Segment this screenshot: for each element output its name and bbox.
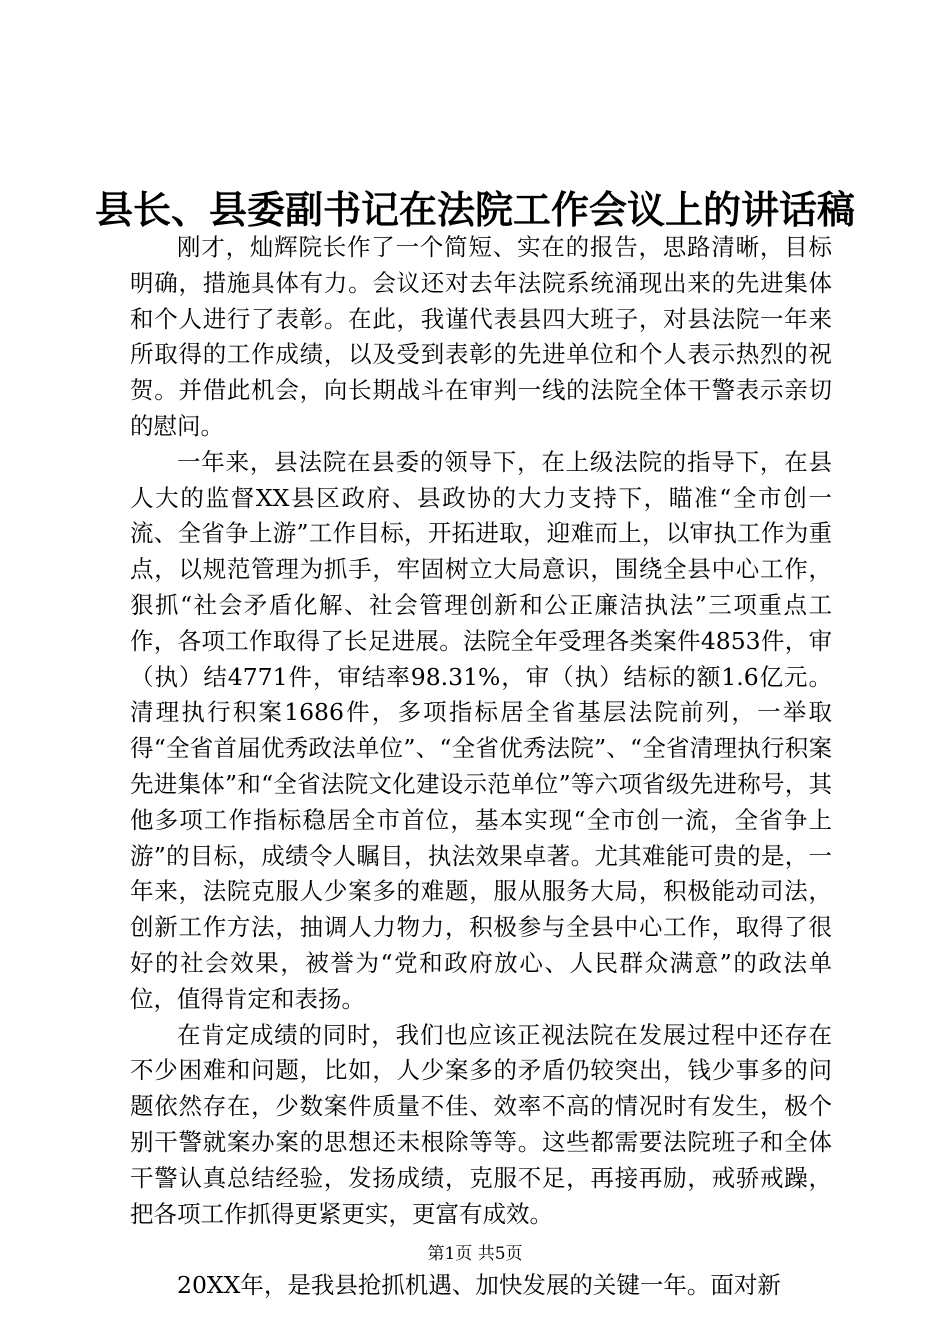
paragraph: 一年来，县法院在县委的领导下，在上级法院的指导下，在县人大的监督XX县区政府、县政协的大力支持下，瞄准“全市创一流、全省争上游”工作目标，开拓进取，迎难而上，以审执工作为重点，以规范管理为抓手，牢固树立大局意识，围绕全县中心工作，狠抓“社会矛盾化解、社会管理创新和公正廉洁执法”三项重点工作，各项工作取得了长足进展。法院全年受理各类案件4853件，审（执）结4771件，审结率98.31%，审（执）结标的额1.6亿元。清理执行积案1686件，多项指标居全省基层法院前列，一举取得“全省首届优秀政法单位”、“全省优秀法院”、“全省清理执行积案先进集体”和“全省法院文化建设示范单位”等六项省级先进称号，其他多项工作指标稳居全市首位，基本实现“全市创一流，全省争上游”的目标，成绩令人瞩目，执法效果卓著。尤其难能可贵的是，一年来，法院克服人少案多的难题，服从服务大局，积极能动司法，创新工作方法，抽调人力物力，积极参与全县中心工作，取得了很好的社会效果，被誉为“党和政府放心、人民群众满意”的政法单位，值得肯定和表扬。 (130, 447, 832, 1013)
paragraph: 刚才，灿辉院长作了一个简短、实在的报告，思路清晰，目标明确，措施具体有力。会议还对去年法院系统涌现出来的先进集体和个人进行了表彰。在此，我谨代表县四大班子，对县法院一年来所取得的工作成绩，以及受到表彰的先进单位和个人表示热烈的祝贺。并借此机会，向长期战斗在审判一线的法院全体干警表示亲切的慰问。 (130, 233, 832, 440)
page-number: 第1页 共5页 (427, 1244, 523, 1264)
document-body (130, 230, 832, 1304)
paragraph: 在肯定成绩的同时，我们也应该正视法院在发展过程中还存在不少困难和问题，比如，人少案多的矛盾仍较突出，钱少事多的问题依然存在，少数案件质量不佳、效率不高的情况时有发生，极个别干警就案办案的思想还未根除等等。这些都需要法院班子和全体干警认真总结经验，发扬成绩，克服不足，再接再励，戒骄戒躁，把各项工作抓得更紧更实，更富有成效。 (130, 1020, 832, 1228)
document-title: 县长、县委副书记在法院工作会议上的讲话稿 (95, 187, 856, 232)
paragraph: 20XX年，是我县抢抓机遇、加快发展的关键一年。面对新 (177, 1271, 781, 1300)
